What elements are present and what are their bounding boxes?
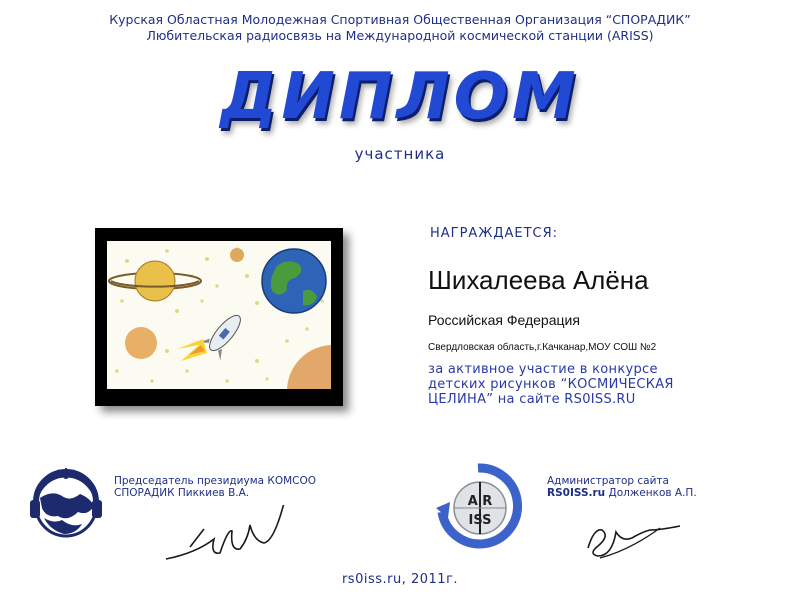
diploma-subtitle: участника — [354, 145, 446, 163]
ariss-logo-text-top: A R — [467, 494, 493, 509]
signatory-left-line1: Председатель президиума КОМСОО — [114, 475, 317, 487]
diploma-title: ДИПЛОМ — [220, 60, 580, 134]
drawing-frame — [95, 228, 343, 406]
signatory-left-line2: СПОРАДИК Пиккиев В.А. — [114, 487, 250, 499]
award-reason-line1: за активное участие в конкурсе — [428, 362, 658, 377]
signatory-left-title — [114, 475, 316, 499]
signature-right — [580, 508, 690, 564]
ariss-logo-text-bottom: ISS — [468, 513, 492, 528]
award-reason — [428, 362, 768, 407]
award-reason-line2: детских рисунков “КОСМИЧЕСКАЯ — [428, 377, 674, 392]
signatory-right-site: RS0ISS.ru — [547, 487, 606, 499]
signatory-right-title — [547, 475, 697, 499]
awarded-label: НАГРАЖДАЕТСЯ: — [430, 226, 559, 241]
space-drawing — [107, 241, 331, 389]
ariss-logo — [434, 462, 522, 550]
space-drawing-art — [107, 241, 331, 389]
recipient-school: Свердловская область,г.Качканар,МОУ СОШ №2 — [428, 342, 657, 353]
header-organization: Курская Областная Молодежная Спортивная Общественная Организация “СПОРАДИК” — [109, 12, 691, 27]
signatory-right-line2 — [547, 487, 697, 499]
sporadic-globe-logo — [24, 460, 108, 544]
signatory-right-name: Долженков А.П. — [605, 487, 697, 499]
award-reason-line3: ЦЕЛИНА” на сайте RS0ISS.RU — [428, 392, 636, 407]
header-program: Любительская радиосвязь на Международной космической станции (ARISS) — [146, 28, 654, 43]
signature-left — [160, 505, 290, 565]
footer-site-year: rs0iss.ru, 2011г. — [341, 572, 459, 587]
recipient-name: Шихалеева Алёна — [428, 265, 649, 295]
recipient-country: Российская Федерация — [428, 312, 580, 328]
signatory-right-line1: Администратор сайта — [547, 475, 669, 487]
